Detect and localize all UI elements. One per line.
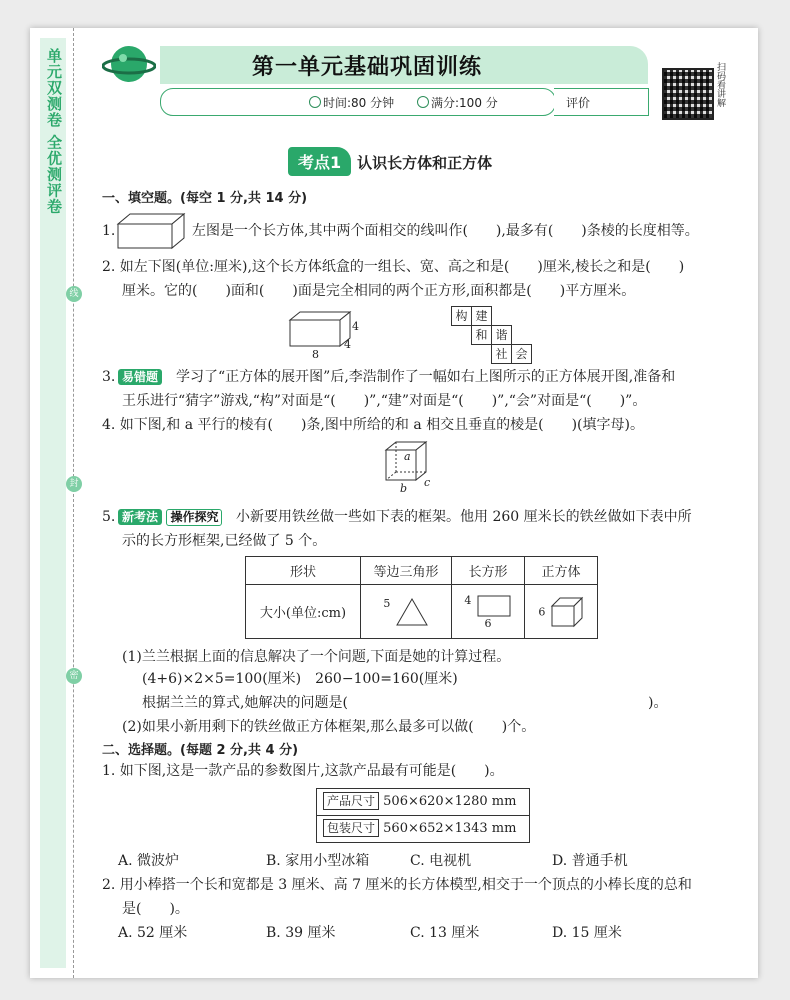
q5-sub1b-end: )。 — [648, 695, 668, 711]
cut-line — [73, 28, 74, 978]
q4-label-b: b — [400, 482, 408, 495]
q2-dim-length: 8 — [312, 348, 319, 361]
key-point-badge: 考点1 — [288, 147, 351, 176]
c2-option-b[interactable]: B. 39 厘米 — [266, 925, 336, 941]
q4-label-c: c — [424, 476, 431, 489]
margin-mark-dense: 密 — [66, 668, 82, 684]
q5-sub1b: 根据兰兰的算式,她解决的问题是( — [142, 695, 348, 711]
page-title: 第一单元基础巩固训练 — [252, 55, 483, 80]
cube-size: 6 — [538, 605, 546, 618]
q2-line1: 2. 如左下图(单位:厘米),这个长方体纸盒的一组长、宽、高之和是( )厘米,棱长之和是( ) — [102, 259, 685, 275]
q5-sub1: (1)兰兰根据上面的信息解决了一个问题,下面是她的计算过程。 — [122, 649, 511, 665]
product-spec-box — [316, 788, 530, 843]
c1-option-a[interactable]: A. 微波炉 — [118, 853, 180, 869]
table-header: 形状 — [246, 557, 361, 585]
c2-line2: 是( )。 — [122, 901, 189, 917]
c2-option-c[interactable]: C. 13 厘米 — [410, 925, 480, 941]
table-header: 等边三角形 — [361, 557, 452, 585]
product-size-label: 产品尺寸 — [323, 792, 379, 810]
q1-text: 左图是一个长方体,其中两个面相交的线叫作( ),最多有( )条棱的长度相等。 — [192, 223, 699, 239]
c1-text: 1. 如下图,这是一款产品的参数图片,这款产品最有可能是( )。 — [102, 763, 504, 779]
score-text: 满分:100 分 — [431, 96, 498, 110]
rectangle-cell — [452, 585, 525, 639]
margin-mark-line: 线 — [66, 286, 82, 302]
qr-label: 扫码看讲解 — [715, 62, 725, 107]
package-size-value: 560×652×1343 mm — [383, 821, 517, 836]
c1-option-b[interactable]: B. 家用小型冰箱 — [266, 853, 370, 869]
triangle-icon — [395, 597, 429, 627]
net-cell: 构 — [451, 306, 472, 326]
c2-option-d[interactable]: D. 15 厘米 — [552, 925, 622, 941]
binding-margin — [30, 28, 86, 978]
table-row-label: 大小(单位:cm) — [246, 585, 361, 639]
product-size-value: 506×620×1280 mm — [383, 794, 517, 809]
package-size-label: 包装尺寸 — [323, 819, 379, 837]
package-size-row — [317, 815, 529, 842]
q5-calc: (4+6)×2×5=100(厘米) 260−100=160(厘米) — [142, 671, 458, 687]
section-choice-heading: 二、选择题。(每题 2 分,共 4 分) — [102, 743, 299, 758]
table-header: 正方体 — [525, 557, 598, 585]
brand-vertical: 单元双测卷 全优测评卷 — [45, 48, 63, 215]
score-info — [417, 94, 498, 111]
key-point-text: 认识长方体和正方体 — [357, 154, 493, 172]
q4-label-a: a — [404, 450, 411, 463]
worksheet-page — [30, 28, 758, 978]
c1-option-d[interactable]: D. 普通手机 — [552, 853, 628, 869]
check-icon — [417, 96, 429, 108]
product-size-row — [317, 789, 529, 815]
q2-dim-height-top: 4 — [352, 320, 359, 333]
q2-line2: 厘米。它的( )面和( )面是完全相同的两个正方形,面积都是( )平方厘米。 — [122, 283, 636, 299]
rectangle-icon — [476, 594, 512, 618]
cube-icon — [550, 596, 584, 628]
net-cell: 谐 — [491, 325, 512, 345]
c1-option-c[interactable]: C. 电视机 — [410, 853, 472, 869]
q3-line2: 王乐进行“猜字”游戏,“构”对面是“( )”,“建”对面是“( )”,“会”对面是“( )”。 — [122, 393, 647, 409]
evaluation-label: 评价 — [566, 96, 591, 110]
rect-width: 6 — [484, 617, 492, 630]
evaluation-box — [554, 88, 649, 116]
triangle-size: 5 — [383, 596, 391, 610]
net-cell: 和 — [471, 325, 492, 345]
cube-cell — [525, 585, 598, 639]
frame-table — [245, 556, 598, 639]
c2-option-a[interactable]: A. 52 厘米 — [118, 925, 188, 941]
planet-icon — [102, 36, 156, 90]
net-cell: 社 — [491, 344, 512, 364]
key-point-heading — [288, 147, 492, 176]
section-fill-heading: 一、填空题。(每空 1 分,共 14 分) — [102, 191, 308, 206]
c2-line1: 2. 用小棒搭一个长和宽都是 3 厘米、高 7 厘米的长方体模型,相交于一个顶点的小棒长度的总和 — [102, 877, 692, 893]
table-header: 长方形 — [452, 557, 525, 585]
q5-tags — [118, 508, 222, 526]
triangle-cell — [361, 585, 452, 639]
qr-code-icon[interactable] — [662, 68, 714, 120]
q5-line1: 小新要用铁丝做一些如下表的框架。他用 260 厘米长的铁丝做如下表中所 — [236, 509, 692, 525]
q4-text: 4. 如下图,和 a 平行的棱有( )条,图中所给的和 a 相交且垂直的棱是( )(填字母)。 — [102, 417, 644, 433]
time-info — [309, 94, 394, 111]
q5-tag-new: 新考法 — [118, 509, 162, 525]
rect-height: 4 — [464, 594, 472, 607]
q5-sub2: (2)如果小新用剩下的铁丝做正方体框架,那么最多可以做( )个。 — [122, 719, 536, 735]
q5-tag-explore: 操作探究 — [166, 509, 222, 526]
q3-line1: 学习了“正方体的展开图”后,李浩制作了一幅如右上图所示的正方体展开图,准备和 — [176, 369, 676, 385]
net-cell: 建 — [471, 306, 492, 326]
margin-mark-seal: 封 — [66, 476, 82, 492]
cuboid-icon — [116, 212, 186, 250]
q3-number: 3. — [102, 369, 116, 385]
q3-tag — [118, 368, 162, 386]
clock-icon — [309, 96, 321, 108]
q2-dim-height-bottom: 4 — [344, 338, 351, 351]
q5-line2: 示的长方形框架,已经做了 5 个。 — [122, 533, 327, 549]
info-bar — [160, 88, 556, 116]
worksheet-header — [102, 36, 648, 120]
q1-number: 1. — [102, 223, 116, 239]
net-cell: 会 — [511, 344, 532, 364]
time-text: 时间:80 分钟 — [323, 96, 395, 110]
q3-tag-label: 易错题 — [118, 369, 162, 385]
q5-number: 5. — [102, 509, 116, 525]
cube-net-figure — [449, 306, 559, 362]
